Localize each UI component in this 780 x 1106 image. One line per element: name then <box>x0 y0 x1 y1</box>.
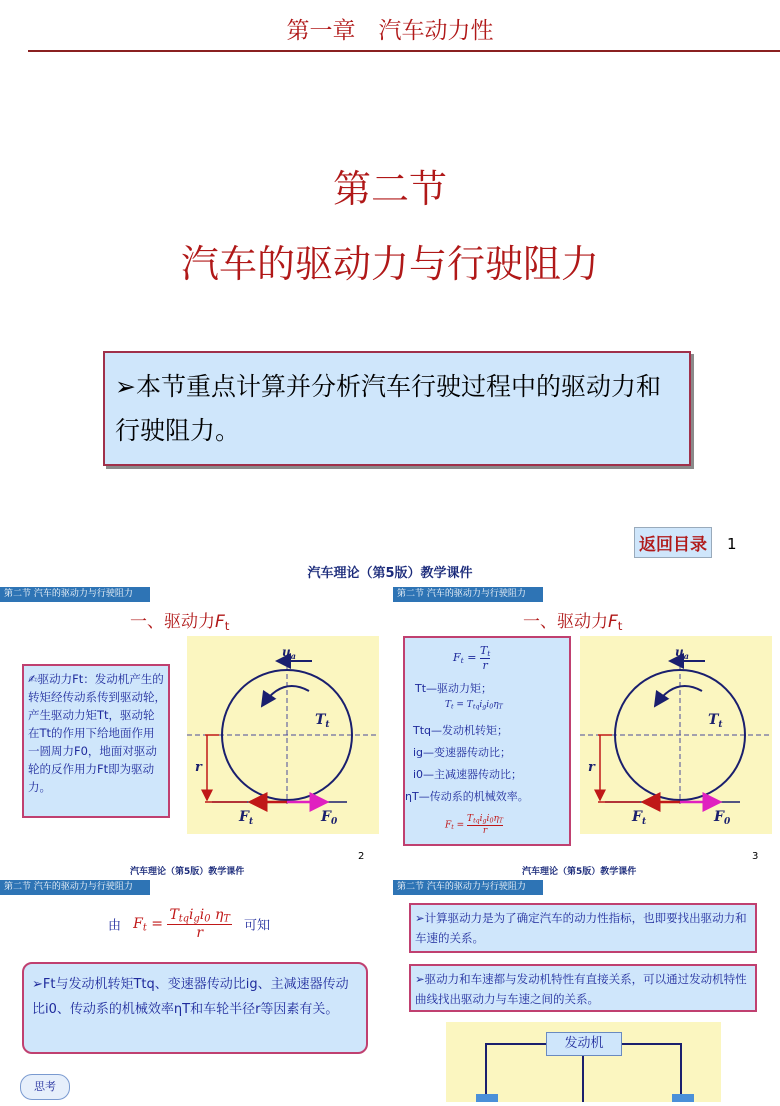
svg-text:Ft <box>631 809 647 827</box>
formula-ft-full: $F_t$ = $T_{tq}i_gi_0\eta_T$ r <box>445 814 504 836</box>
section-bar: 第二节 汽车的驱动力与行驶阻力 <box>0 880 150 895</box>
ft-label: F <box>632 809 642 825</box>
slide5-box2-text: ➢驱动力和车速都与发动机特性有直接关系，可以通过发动机特性曲线找出驱动力与车速之间的关系。 <box>415 972 747 1006</box>
think-label: 思考 <box>34 1080 56 1093</box>
slide3-formula-box <box>403 636 571 846</box>
slide2-footer: 汽车理论（第5版）教学课件 <box>130 867 245 877</box>
slide3-footer: 汽车理论（第5版）教学课件 <box>522 867 637 877</box>
slide5-box1-text: ➢计算驱动力是为了确定汽车的动力性指标，也即要找出驱动力和车速的关系。 <box>415 911 747 945</box>
slide5-box1 <box>409 903 757 953</box>
slide3-heading-sub: t <box>617 618 623 633</box>
tt-sub: t <box>325 720 330 730</box>
torque-arc <box>262 686 309 706</box>
slide3-item-0: Tt—驱动力矩； <box>415 682 493 695</box>
svg-text:Tt <box>708 712 723 730</box>
svg-text:F0 <box>320 809 338 827</box>
section-bar: 第二节 汽车的驱动力与行驶阻力 <box>393 587 543 602</box>
f0-label: F <box>714 809 724 825</box>
slide3-heading-text: 一、驱动力 <box>523 612 608 632</box>
wheel-diagram <box>187 636 379 834</box>
key-point-box <box>103 351 691 466</box>
slide4-note: ➢Ft与发动机转矩Ttq、变速器传动比ig、主减速器传动比i0、传动系的机械效率ηT和车轮半径r等因素有关。 <box>32 977 349 1017</box>
slide2-desc-box <box>22 664 170 818</box>
flow-left-target <box>476 1094 498 1102</box>
slide2-heading-sub: t <box>224 618 230 633</box>
tt-label: T <box>708 712 719 728</box>
ua-label: u <box>282 645 291 659</box>
slide2-desc: ✍驱动力Ft：发动机产生的转矩经传动系传到驱动轮，产生驱动力矩Tt，驱动轮在Tt的作用下给地面作用一圆周力F0，地面对驱动轮的反作用力Ft即为驱动力。 <box>28 672 166 794</box>
formula-line <box>108 907 270 941</box>
ua-sub: a <box>290 651 296 661</box>
r-label: r <box>588 760 595 775</box>
tt-sub: t <box>718 720 723 730</box>
ft-label: F <box>239 809 249 825</box>
tt-label: T <box>315 712 326 728</box>
ft-sub: t <box>248 817 254 827</box>
page-number: 1 <box>727 535 737 553</box>
f0-label: F <box>321 809 331 825</box>
engine-box: 发动机 <box>546 1032 622 1056</box>
f0-sub: 0 <box>330 817 338 827</box>
formula-tt: $T_t = T_{tq}i_gi_0\eta_T$ <box>445 700 503 711</box>
section-title: 第二节 <box>332 167 447 211</box>
wheel-diagram <box>580 636 772 834</box>
svg-text:Tt <box>315 712 330 730</box>
formula-by: 由 <box>108 918 122 934</box>
slide3-item-4: ηT—传动系的机械效率。 <box>405 790 529 803</box>
slide3-item-3: i0—主减速器传动比； <box>413 768 523 781</box>
slide2-page-number: 2 <box>358 851 365 862</box>
f0-sub: 0 <box>723 817 731 827</box>
slide3-heading-var: F <box>608 612 618 632</box>
svg-text:Ft <box>238 809 254 827</box>
section-bar: 第二节 汽车的驱动力与行驶阻力 <box>393 880 543 895</box>
chapter-header: 第一章 汽车动力性 <box>286 18 494 44</box>
formula-main: $F_t$ = $T_{tq}i_gi_0$ $\eta_T$ r <box>133 907 230 942</box>
slide3-item-1: Ttq—发动机转矩； <box>413 724 509 737</box>
flow-line-right <box>621 1044 681 1102</box>
slide2-heading-var: F <box>215 612 225 632</box>
ua-label: u <box>675 645 684 659</box>
slide3-item-2: ig—变速器传动比； <box>413 746 512 759</box>
slide5-flow-panel <box>446 1022 721 1102</box>
ua-sub: a <box>683 651 689 661</box>
torque-arc <box>655 686 702 706</box>
slide-title: 汽车的驱动力与行驶阻力 <box>180 242 599 286</box>
r-label: r <box>195 760 202 775</box>
slide3-page-number: 3 <box>752 851 759 862</box>
svg-text:F0 <box>713 809 731 827</box>
think-cloud <box>20 1074 70 1100</box>
key-point-text: ➢本节重点计算并分析汽车行驶过程中的驱动力和行驶阻力。 <box>115 372 661 445</box>
section-bar: 第二节 汽车的驱动力与行驶阻力 <box>0 587 150 602</box>
svg-text:ua <box>675 645 689 661</box>
slide2-heading <box>130 607 229 633</box>
svg-text:ua <box>282 645 296 661</box>
slide3-wheel-panel <box>580 636 772 834</box>
slide2-heading-text: 一、驱动力 <box>130 612 215 632</box>
slide4-note-box <box>22 962 368 1054</box>
flow-line-left <box>486 1044 546 1102</box>
back-to-contents-button[interactable]: 返回目录 <box>634 527 712 558</box>
ft-sub: t <box>641 817 647 827</box>
flow-right-target <box>672 1094 694 1102</box>
slide5-box2 <box>409 964 757 1012</box>
formula-ft-tt: $F_t$ = $\frac{T_t}{r}$ <box>453 644 491 672</box>
course-title: 汽车理论（第5版）教学课件 <box>307 566 473 581</box>
slide2-wheel-panel <box>187 636 379 834</box>
formula-known: 可知 <box>244 918 271 934</box>
slide3-heading <box>523 607 622 633</box>
header-divider <box>28 50 780 52</box>
